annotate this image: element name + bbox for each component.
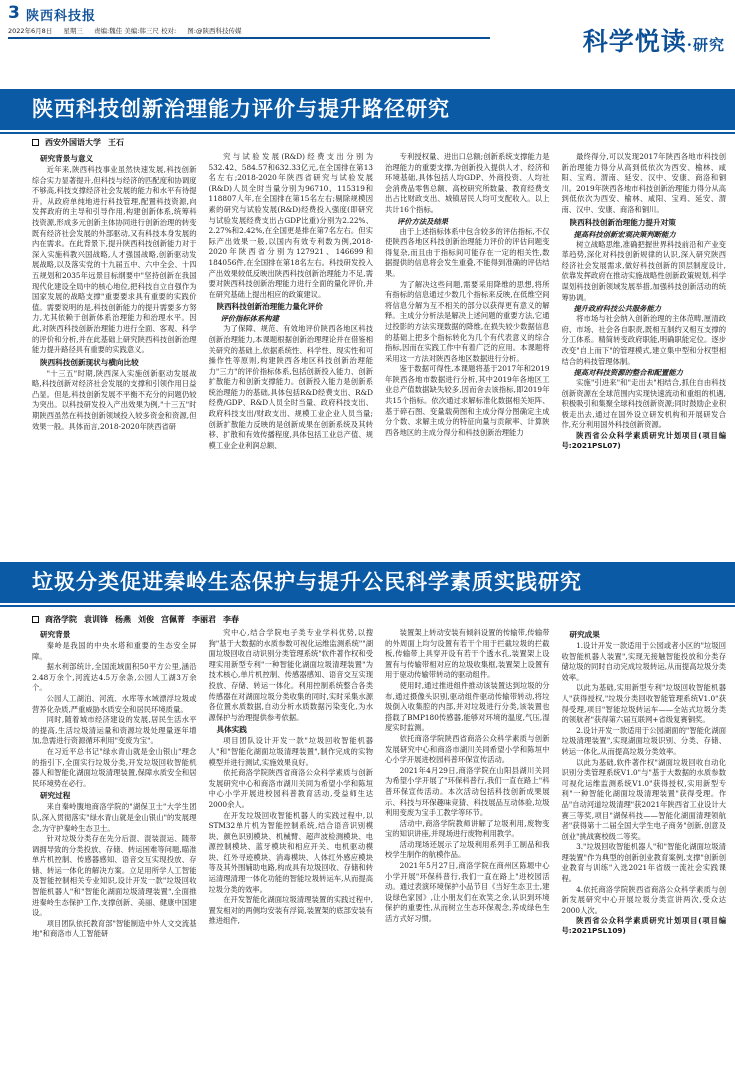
author-name: 袁训锋 — [84, 615, 108, 624]
body-paragraph: 依托商洛学院陕西省商洛公众科学素质与创新发展研究中心和商洛市湖川关同为希望小学和陈垣中心小学开展进校园科普教育活动,受益师生达2000余人。 — [208, 768, 373, 809]
article2-column — [209, 628, 374, 1068]
body-paragraph: 活动现场还展示了垃圾利用系列手工制品和我校学生制作的航模作品。 — [385, 839, 550, 860]
funding-note: 陕西省公众科学素质研究计划项目(项目编号:2021PSL07) — [561, 431, 726, 451]
body-paragraph: 公园人工湖泊、河流、水库等水域漂浮垃圾或营养化杂质,严重威胁水质安全和居民环境质量。 — [32, 693, 197, 714]
body-paragraph: 将市场与社会纳入创新治理的主体范畴,厘清政府、市场、社会各自职责,既相互制约又相互支撑的分工体系。精简转变政府职能,明确职能定位。逐步改变"自上而下"的管理模式,建立集中型和分权型相结合的科技管理体制。 — [561, 314, 726, 366]
subsection-heading: 提高科技创新宏观决策判断能力 — [573, 229, 676, 239]
body-paragraph: 为了保障、规范、有效地评价陕西各地区科技创新治理能力,本课题根据创新治理理论并在借鉴相关研究的基础上,依据系统性、科学性、现实性和可操作性等原则,构建陕西各地区科技创新治理能力"三力"的评价指标体系,包括创新投入能力、创新扩散能力和创新支撑能力。创新投入能力是创新系统治理能力的基础,具体包括R&D经费支出、R&D经费/GDP、R&D人员全时当量、政府科技支出、政府科技支出/财政支出、规模工业企业人员当量;创新扩散能力反映的是创新成果在创新系统及其转移、扩散和有效传播程度,具体包括工业总产值、规模工业企业利润总额、 — [208, 324, 373, 450]
section-heading: 陕西科技创新治理能力量化评价 — [216, 302, 323, 312]
editor-credits: 责编:魏佳 美编:韩三尺 校对: — [93, 27, 177, 35]
issue-date: 2022年6月8日 — [8, 27, 53, 35]
subsection-heading: 评价方法及结果 — [397, 216, 449, 226]
author-name: 宫佩菁 — [161, 615, 185, 624]
author-name: 刘俊 — [138, 615, 154, 624]
body-paragraph: 项目团队设计开发一款"垃圾回收智能机器人"和"智能化湖面垃圾清理装置",制作完成的实物模型并进行测试,实施效果良好。 — [208, 736, 373, 767]
masthead — [0, 0, 735, 60]
body-paragraph: 来自秦岭腹地商洛学院的"湖保卫士"大学生团队,深入贯彻落实"绿水青山就是金山银山"的发展理念,为守护秦岭生态卫士。 — [32, 802, 197, 833]
article2-authors — [77, 615, 239, 624]
funding-note: 陕西省公众科学素质研究计划项目(项目编号:2021PSL109) — [561, 916, 726, 936]
body-paragraph: 同时,随着城市经济建设的发展,居民生活水平的提高,生活垃圾清运量和资源垃圾处理量逐年增加,急需进行资源循环利用"变废为宝"。 — [32, 715, 197, 746]
body-paragraph: 由于上述指标体系中包含较多的评估指标,不仅使陕西各地区科技创新治理能力评价的评估问题变得复杂,而且由于指标间可能存在一定的相关性,数据提供的信息将会发生重叠,不能得到准确的评估结果。 — [385, 226, 550, 278]
section-heading: 研究过程 — [40, 791, 71, 801]
body-paragraph: 2021年4月29日,商洛学院在山阳县湖川关同为希望小学开展了"环保科普行,我们一直在路上"科普环保宣传活动。本次活动包括科技创新成果展示、科技与环保趣味竞猜、科技展品互动体验,垃圾利用变废为宝手工教学等环节。 — [385, 765, 550, 818]
body-paragraph: 3."垃圾回收智能机器人"和"智能化湖面垃圾清理装置"作为典型的创新创业教育案例,支撑"创新创业教育与训练"入选2021年省级一流社会实践课程。 — [561, 842, 726, 884]
body-paragraph: 2021年5月27日,商洛学院在商州区陈塬中心小学开展"环保科普行,我们一直在路上"进校园活动。通过表演环境保护小品节目《当好生态卫士,建设绿色家园》,让小朋友们在欢笑之余,认识到环境保护的重要性,从而树立生态环保观念,养成绿色生活方式好习惯。 — [385, 861, 550, 924]
author-name: 李丽君 — [192, 615, 216, 624]
body-paragraph: 究与试验发展(R&D)经费支出分别为532.42、584.57和632.33亿元,在全国排在第13名左右;2018-2020年陕西省研究与试验发展(R&D)人员全时当量分别为96710、115319和118807人年,在全国排在第15名左右;剔除规模因素的研究与试验发展(R&D)经费投入强度(即研究与试验发展经费支出占GDP比重)分别为2.22%、2.27%和2.42%,在全国更是排在第7名左右。但实际产出效果一般,以国内有效专利数为例,2018-2020年陕西省分别为127921、146699和184056件,在全国排在第18名左右。科技研发投入产出效果较低反映出陕西科技创新治理能力不足,需要对陕西科技创新治理能力进行全面的量化评价,并在研究基础上提出相应的政策建议。 — [208, 152, 373, 299]
author-name: 杨燕 — [115, 615, 131, 624]
body-paragraph: 专利授权量、进出口总额;创新系统支撑能力是治理能力的重要支撑,为创新投入提供人才、经济和环境基础,具体包括人均GDP、外商投资、人均社会消费品零售总额、高校研究所数量、教育经费支出占比财政支出、城镇居民人均可支配收入。以上共计16个指标。 — [385, 152, 550, 214]
photo-credit: 图:@陕西科技传媒 — [187, 27, 242, 35]
article1-column — [32, 152, 197, 547]
section-title — [583, 22, 725, 58]
article1-body — [32, 152, 726, 547]
article1-column — [385, 152, 550, 547]
body-paragraph: 据水利部统计,全国流域面积50平方公里,涵沿2.48万余个,河流达4.5万余条,公园人工湖3万余个。 — [32, 662, 197, 693]
byline-square-icon — [32, 139, 39, 146]
body-paragraph: "十三五"时期,陕西深入实施创新驱动发展战略,科技创新对经济社会发展的支撑和引领作用日益凸显。但是,科技创新发展不平衡不充分的问题仍较为突出。以科技研发投入产出效果为例,"十三五"时期陕西虽然在科技创新领域投入较多资金和资源,但效果一般。具体而言,2018-2020年陕西省研 — [32, 368, 197, 431]
body-paragraph: 鉴于数据可得性,本课题将基于2017年和2019年陕西各地市数据进行分析,其中2019年各地区工业总产值数据缺失较多,因而舍去该指标,即2019年共15个指标。依次通过求解标准化数据相关矩阵、基于碎石图、变量载荷图和主成分得分图确定主成分个数、求解主成分的特征向量与贡献率、计算陕西各地区的主成分得分和科技创新治理能力 — [385, 364, 550, 437]
article2-title-banner — [0, 562, 735, 603]
author-name: 李春 — [223, 615, 239, 624]
subsection-heading: 提升政府科技公共服务能力 — [573, 304, 662, 314]
body-paragraph: 树立战略思维,准确把握世界科技前沿和产业变革趋势,深化对科技创新规律的认识,深入研究陕西经济社会发展需求,做好科技创新的顶层制度设计,依靠发挥政府在推动实施战略性创新政策规划,科学谋划科技创新领域发展举措,加强科技创新活动的统筹协调。 — [561, 239, 726, 302]
section-subtitle: ·研究 — [686, 36, 725, 54]
subsection-heading: 提高对科技资源的整合和配置能力 — [573, 368, 683, 378]
page-number: 3 — [8, 3, 20, 23]
article2-affiliation: 商洛学院 — [45, 615, 77, 624]
body-paragraph: 装置架上转动安装有倾斜设置的传输带,传输带的外周面上均匀设置有若干个用于拦截垃圾的拦截板,传输带上具穿开设有若干个透水孔,装置架上设置有与传输带相对应的垃圾收集框,装置架上设置有用于驱动传输带转动的驱动组件。 — [385, 628, 550, 680]
body-paragraph: 为了解决这些问题,需要采用降维的思想,将所有指标的信息通过少数几个指标来反映,在低维空间将信息分解为互不相关的部分以获得更有意义的解释。主成分分析法是解决上述问题的重要方法,它通过投影的方法实现数据的降维,在损失较少数据信息的基础上把多个指标转化为几个有代表意义的综合指标,因而在实践工作中有着广泛的应用。本课题将采用这一方法对陕西各地区数据进行分析。 — [385, 279, 550, 363]
section-heading: 陕西科技创新治理能力提升对策 — [569, 217, 676, 227]
section-heading: 具体实践 — [216, 725, 247, 735]
body-paragraph: 在开发垃圾回收智能机器人的实践过程中,以STM32单片机为智能控制系统,结合语音识别模块、颜色识别模块、机械臂、超声波检测模块、电源控制模块、蓝牙模块和相应开关、电机驱动模块、红外寻迹模块、消毒模块、人体红外感应模块等及其外围辅助电路,构成具有垃圾回收、存储和转运清理清理一体化功能的智能垃圾转运车,从而提高垃圾分类的效率。 — [208, 810, 373, 894]
masthead-rule — [8, 37, 490, 39]
body-paragraph: 实施"引进来"和"走出去"相结合,抓住自由科技创新资源在全球范围内实现快速流动和重组的机遇,积极吸引和集聚全球科技创新资源;同时鼓励企业积极走出去,通过在国外设立研发机构和开展研发合作,充分利用国外科技创新资源。 — [561, 378, 726, 430]
article1-authors — [101, 138, 124, 147]
body-paragraph: 4.依托商洛学院陕西省商洛公众科学素质与创新发展研究中心开展垃圾分类宣讲两次,受众达2000人次。 — [561, 884, 726, 915]
paper-name: 陕西科技报 — [26, 9, 97, 24]
article2-column — [562, 628, 727, 1068]
section-heading: 研究背景与意义 — [40, 154, 94, 163]
article1-column — [209, 152, 374, 547]
article1-affiliation: 西安外国语大学 — [45, 138, 101, 147]
byline-square-icon — [32, 616, 39, 623]
section-heading: 研究成果 — [569, 630, 600, 639]
body-paragraph: 在开发智能化湖面垃圾清理装置的实践过程中,置发相对的两侧均安装有浮筒,装置架的底部安装有推进组件, — [208, 895, 373, 926]
article1-title-banner — [0, 89, 735, 130]
article2-body — [32, 628, 726, 1068]
body-paragraph: 活动中,商洛学院教师讲解了垃圾利用,废物变宝的知识讲座,并现场进行废物利用教学。 — [385, 818, 550, 839]
issue-weekday: 星期三 — [63, 27, 83, 35]
body-paragraph: 使用时,通过推进组件推动该装置达到垃圾的分布,通过摄像头识别,驱动组件驱动传输带转动,将垃圾倒入收集腔的内部,并对垃圾进行分类,该装置也搭载了BMP180传感器,能够对环境的温度,气压,湿度实时监测。 — [385, 680, 550, 733]
body-paragraph: 以此为基础,实用新型专利"垃圾回收智能机器人"获得授权,"垃圾分类回收智能管理系统V1.0"获得受理,项目"智能垃圾转运车——全站式垃圾分类的领航者"获得第六届互联网+省级复赛铜奖。 — [561, 683, 726, 725]
subsection-heading: 评价指标体系构建 — [220, 314, 279, 324]
section-heading: 研究背景 — [40, 630, 71, 639]
article2-column — [32, 628, 197, 1068]
body-paragraph: 针对垃圾分类存在先分后混、混装混运、随带调拥导致的分类投放、存储、转运困难等问题,瞄准单片机控制、传感器感知、语音交互实现投放、存储、转运一体化的解决方案。立足用所学人工智能及智能控制相关专业知识,设计开发一款"垃圾回收智能机器人"和"智能化湖面垃圾清理装置",全面推进秦岭生态保护工作,支撑创新、美丽、健康中国建设。 — [32, 834, 197, 918]
section-name: 科学悦读 — [582, 27, 687, 56]
body-paragraph: 秦岭是我国的中央水塔和重要的生态安全屏障。 — [32, 641, 197, 661]
article2-byline — [32, 614, 239, 625]
body-paragraph: 2.设计开发一款适用于公园湖面的"智能化湖面垃圾清理装置",实现湖面垃圾识别、分类、存储、转运一体化,从而提高垃圾分类效率。 — [561, 725, 726, 756]
body-paragraph: 究中心,结合学院电子类专业学科优势,以搜狗"基于大数据的水质参数可视化运维监测系统""湖面垃圾回收自动识别分类管理系统"软件著作权和受理实用新型专利"一种智能化湖面垃圾清理装置"为技术核心,单片机控制、传感器感知、语音交互实现投放、存储、转运一体化。利用控制系统整合各类传感器在对湖面垃圾分类收集的同时,实时采集水源各位置水质数据,自动分析水质数据污染变化,为水源保护与治理提供参考依据。 — [208, 628, 373, 722]
section-heading: 陕西科技创新现状与横向比较 — [40, 357, 139, 367]
author-name: 王石 — [108, 138, 124, 147]
body-paragraph: 以此为基础,软件著作权"湖面垃圾回收自动化识别分类管理系统V1.0"与"基于大数据的水质参数可视化运维监测系统V1.0"获得授权,实用新型专利"一种智能化湖面垃圾清理装置"获得受理。作品"自动河道垃圾清理"获2021年陕西省工业设计大赛三等奖,项目"湖保科技——智能化湖面清理领航者"获得第十二届全国大学生电子商务"创新,创意及创业"挑战赛校级二等奖。 — [561, 757, 726, 841]
article1-column — [562, 152, 727, 547]
body-paragraph: 最终得分,可以发现2017年陕西各地市科技创新治理能力得分从高到低依次为西安、榆林、咸阳、宝鸡、渭南、延安、汉中、安康、商洛和铜川。2019年陕西各地市科技创新治理能力得分从高到低依次为西安、榆林、咸阳、宝鸡、延安、渭南、汉中、安康、商洛和铜川。 — [561, 152, 726, 214]
body-paragraph: 依托商洛学院陕西省商洛公众科学素质与创新发展研究中心和商洛市湖川关同希望小学和陈垣中心小学开展进校园科普环保宣传活动。 — [385, 733, 550, 765]
article1-title: 陕西科技创新治理能力评价与提升路径研究 — [32, 97, 450, 121]
issue-info — [8, 26, 250, 35]
article1-byline — [32, 137, 124, 148]
article2-column — [385, 628, 550, 1068]
body-paragraph: 1.设计开发一款适用于公园或者小区的"垃圾回收智能机器人装置",实现无接触智能投放和分类存储垃圾的同时自动完成垃圾转运,从而提高垃圾分类效率。 — [561, 641, 726, 682]
body-paragraph: 项目团队依托教育部"智能制造中外人文交流基地"和商洛市人工智能研 — [32, 918, 197, 939]
article2-title: 垃圾分类促进秦岭生态保护与提升公民科学素质实践研究 — [32, 570, 582, 594]
body-paragraph: 近年来,陕西科技事业虽然快速发展,科技创新综合实力显著提升,但科技与经济的匹配度和协调度不够高,科技支撑经济社会发展的能力和水平有待提升。从政府单纯地进行科技管理,配置科技资源,向发挥政府的主导和引导作用,构建创新体系,统筹科技资源,形成多元创新主体协同进行创新治理的转变既有经济社会发展的外部驱动,又有科技本身发展的内在需求。在此背景下,提升陕西科技创新能力对于深入实施科教兴国战略,人才强国战略,创新驱动发展战略,以及落实党的十九届五中、六中全会、十四五规划和2035年远景目标纲要中"坚持创新在我国现代化建设全局中的核心地位,把科技自立自强作为国家发展的战略支撑"重要要求具有重要的实践价值。需要说明的是,科技创新能力的提升需要多方努力,尤其依赖于创新体系治理能力和治理水平。因此,对陕西科技创新治理能力进行全面、客观、科学的评价和分析,并在此基础上研究陕西科技创新治理能力提升路径具有重要的实践意义。 — [32, 165, 197, 355]
body-paragraph: 在习近平总书记"绿水青山就是金山银山"理念的指引下,全面实行垃圾分类,开发垃圾回收智能机器人和智能化湖面垃圾清理装置,保障水质安全和居民环境势在必行。 — [32, 746, 197, 788]
